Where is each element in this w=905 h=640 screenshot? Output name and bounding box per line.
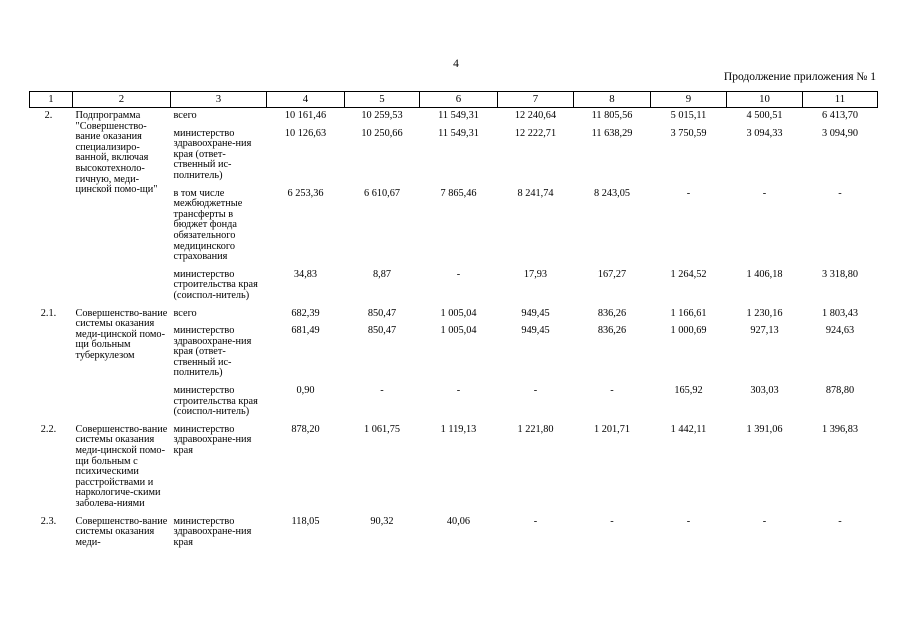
executor: министерство здравоохране-ния края (ответ-ственный ис-полнитель) [173, 325, 252, 379]
value-cell: - [456, 385, 461, 397]
value-cell: 1 005,04 [440, 325, 477, 337]
row-number: 2.3. [40, 515, 57, 527]
value-cell: 850,47 [367, 307, 397, 319]
value-cell: 924,63 [825, 325, 855, 337]
data-table [29, 91, 878, 552]
value-cell: 11 549,31 [438, 127, 479, 139]
value-cell: 1 166,61 [670, 307, 707, 319]
value-cell: - [610, 385, 614, 397]
value-cell: 303,03 [750, 385, 779, 397]
value-cell: 3 094,33 [746, 127, 783, 139]
value-cell: 1 442,11 [670, 423, 707, 435]
value-cell: 12 222,71 [514, 127, 557, 139]
value-cell: 949,45 [521, 325, 550, 337]
value-cell: 1 201,71 [593, 423, 631, 435]
value-cell: 3 094,90 [821, 127, 859, 139]
value-cell: - [380, 385, 384, 397]
value-cell: - [686, 187, 691, 199]
value-cell: - [838, 515, 842, 527]
value-cell: 6 413,70 [821, 110, 859, 121]
value-cell: 1 061,75 [363, 423, 401, 435]
value-cell: 165,92 [674, 385, 703, 397]
value-cell: 1 264,52 [670, 268, 707, 280]
row-number: 2. [44, 110, 53, 121]
value-cell: 878,80 [825, 385, 855, 397]
continuation-label: Продолжение приложения № 1 [723, 71, 876, 83]
table-row [30, 422, 878, 514]
program-name: Совершенство-вание системы оказания меди-цинской помо-щи больным туберкулезом [75, 307, 168, 361]
value-cell: 11 805,56 [591, 110, 633, 121]
value-cell: 850,47 [367, 325, 397, 337]
executor: министерство здравоохране-ния края (ответ-ственный ис-полнитель) [173, 127, 252, 181]
value-cell: 12 240,64 [514, 110, 557, 121]
program-name: Подпрограмма "Совершенство-вание оказания специализиро-ванной, включая высокотехноло-гичную, меди-цинской помо-щи" [75, 110, 158, 196]
value-cell: 836,26 [597, 325, 627, 337]
value-cell: 949,45 [521, 307, 550, 319]
value-cell: 1 005,04 [440, 307, 477, 319]
column-header: 11 [803, 92, 878, 108]
value-cell: 11 549,31 [438, 110, 479, 121]
table-row [30, 108, 878, 126]
value-cell: 34,83 [293, 268, 318, 280]
value-cell: 3 318,80 [821, 268, 859, 280]
column-header: 6 [420, 92, 498, 108]
value-cell: 10 126,63 [284, 127, 327, 139]
column-header: 2 [73, 92, 171, 108]
value-cell: 1 230,16 [746, 307, 783, 319]
column-header: 5 [345, 92, 420, 108]
value-cell: 40,06 [446, 515, 471, 527]
table-row [30, 514, 878, 553]
value-cell: 3 750,59 [670, 127, 707, 139]
header-row [30, 92, 878, 108]
value-cell: 681,49 [291, 325, 320, 337]
value-cell: 682,39 [291, 307, 320, 319]
table-row [30, 306, 878, 324]
executor: министерство здравоохране-ния края [173, 515, 252, 548]
value-cell: 10 161,46 [284, 110, 327, 121]
value-cell: 6 253,36 [287, 187, 324, 199]
value-cell: 1 000,69 [670, 325, 707, 337]
value-cell: - [686, 515, 691, 527]
value-cell: 1 391,06 [746, 423, 783, 435]
value-cell: 4 500,51 [746, 110, 783, 121]
executor: министерство строительства края (соиспол-нитель) [173, 385, 258, 418]
executor: в том числе межбюджетные трансферты в бюджет фонда обязательного медицинского страхования [173, 187, 243, 263]
executor: министерство строительства края (соиспол-нитель) [173, 268, 258, 301]
value-cell: - [762, 187, 767, 199]
value-cell: - [533, 515, 538, 527]
value-cell: 878,20 [291, 423, 320, 435]
row-number: 2.1. [40, 307, 57, 319]
value-cell: - [533, 385, 538, 397]
value-cell: 8,87 [372, 268, 392, 280]
value-cell: 1 119,13 [440, 423, 477, 435]
value-cell: 927,13 [750, 325, 779, 337]
column-header: 9 [651, 92, 727, 108]
column-header: 4 [267, 92, 345, 108]
executor: министерство здравоохране-ния края [173, 423, 252, 457]
value-cell: 1 406,18 [746, 268, 783, 280]
value-cell: - [838, 187, 842, 199]
executor: всего [173, 110, 197, 121]
value-cell: 5 015,11 [670, 110, 707, 121]
value-cell: 10 250,66 [361, 127, 403, 139]
value-cell: 8 241,74 [517, 187, 554, 199]
value-cell: 7 865,46 [440, 187, 477, 199]
page-number: 4 [453, 58, 459, 70]
value-cell: 836,26 [597, 307, 627, 319]
value-cell: 6 610,67 [363, 187, 401, 199]
value-cell: 11 638,29 [591, 127, 633, 139]
value-cell: 1 396,83 [821, 423, 859, 435]
value-cell: 167,27 [597, 268, 627, 280]
value-cell: - [610, 515, 614, 527]
value-cell: 118,05 [291, 515, 320, 527]
value-cell: - [456, 268, 461, 280]
column-header: 7 [498, 92, 574, 108]
value-cell: 17,93 [523, 268, 548, 280]
column-header: 3 [171, 92, 267, 108]
executor: всего [173, 307, 197, 319]
value-cell: 1 221,80 [517, 423, 554, 435]
value-cell: 1 803,43 [821, 307, 859, 319]
row-number: 2.2. [40, 423, 57, 435]
program-name: Совершенство-вание системы оказания меди- [75, 515, 168, 548]
column-header: 1 [30, 92, 73, 108]
value-cell: 0,90 [296, 385, 315, 397]
program-name: Совершенство-вание системы оказания меди-цинской помо-щи больным с психическими расстройствами и наркологиче-скими заболева-ниями [75, 423, 168, 509]
value-cell: 8 243,05 [593, 187, 631, 199]
value-cell: - [762, 515, 767, 527]
value-cell: 90,32 [370, 515, 394, 527]
value-cell: 10 259,53 [361, 110, 403, 121]
column-header: 10 [727, 92, 803, 108]
column-header: 8 [574, 92, 651, 108]
